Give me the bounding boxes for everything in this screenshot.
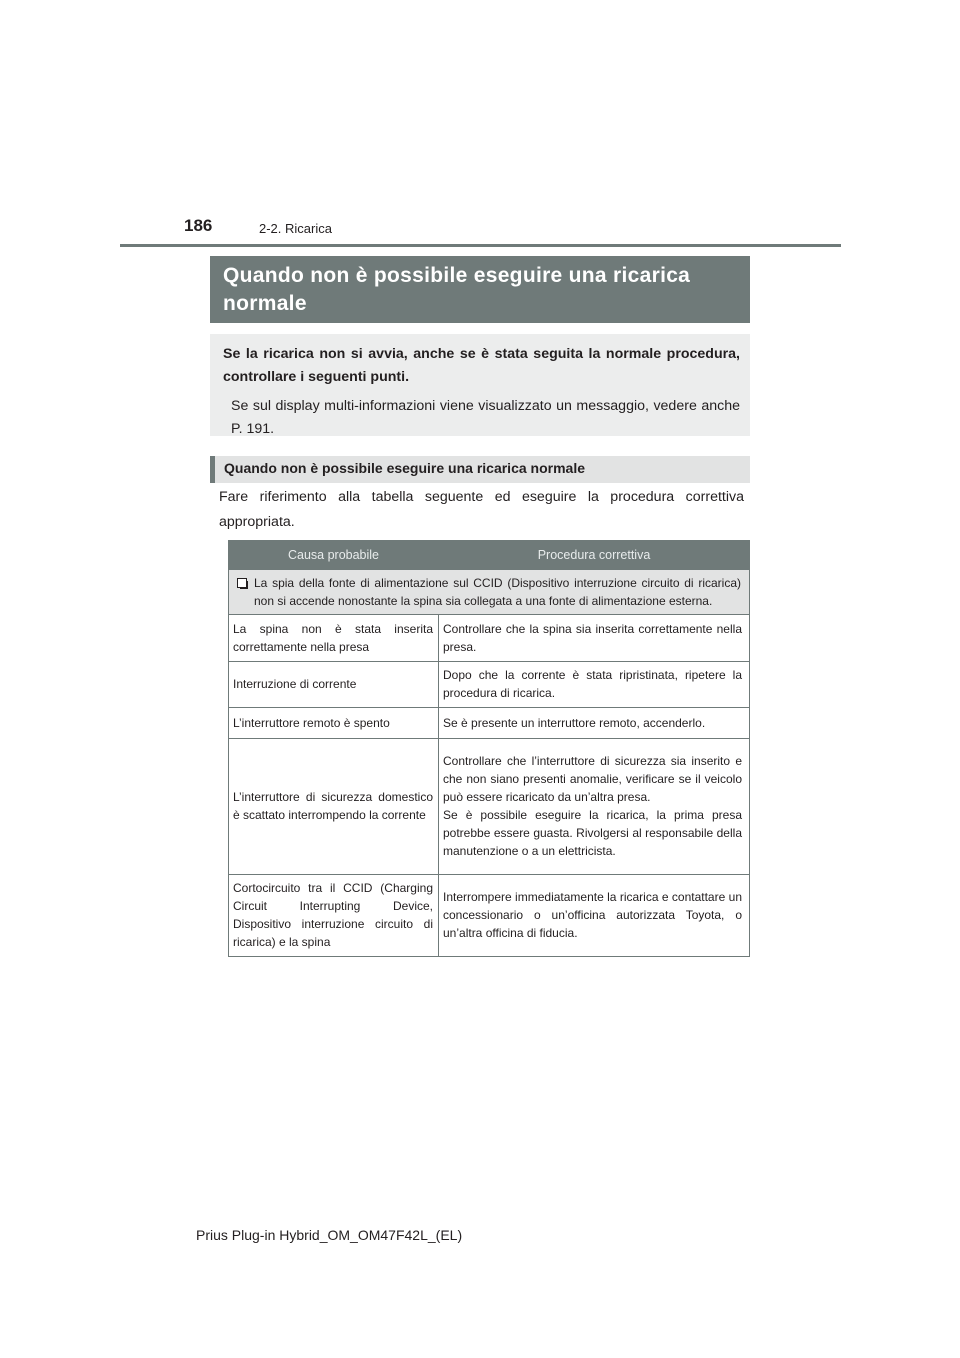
action-cell: Interrompere immediatamente la ricarica e contattare un concessionario o un’officina autorizzata Toyota, o un’altra officina di fiducia. <box>439 875 750 957</box>
action-cell: Dopo che la corrente è stata ripristinata, ripetere la procedura di ricarica. <box>439 662 750 708</box>
page-number: 186 <box>184 216 213 235</box>
troubleshooting-table <box>228 540 750 957</box>
sub-heading <box>210 456 750 483</box>
cause-cell: Interruzione di corrente <box>229 662 439 708</box>
condition-text: La spia della fonte di alimentazione sul CCID (Dispositivo interruzione circuito di ricarica) non si accende nonostante la spina sia collegata a una fonte di alimentazione esterna. <box>254 576 741 608</box>
table-row <box>229 708 750 739</box>
intro-note: Se sul display multi-informazioni viene visualizzato un messaggio, vedere anche P. 191. <box>231 398 740 437</box>
intro-box <box>210 334 750 436</box>
cause-cell: Cortocircuito tra il CCID (Charging Circuit Interrupting Device, Dispositivo interruzione circuito di ricarica) e la spina <box>229 875 439 957</box>
condition-cell <box>229 570 750 615</box>
table-row <box>229 615 750 662</box>
action-text-extra: Se è possibile eseguire la ricarica, la prima presa potrebbe essere guasta. Rivolgersi al responsabile della manutenzione o a un elettricista. <box>443 808 742 858</box>
checkbox-bullet-icon <box>237 578 247 588</box>
intro-lead: Se la ricarica non si avvia, anche se è stata seguita la normale procedura, controllare i seguenti punti. <box>223 346 740 385</box>
action-cell: Se è presente un interruttore remoto, accenderlo. <box>439 708 750 739</box>
section-label: 2-2. Ricarica <box>259 221 332 236</box>
page-title-band <box>210 256 750 323</box>
page-title: Quando non è possibile eseguire una ricarica normale <box>223 264 691 315</box>
header-divider <box>120 244 841 247</box>
action-cell: Controllare che la spina sia inserita correttamente nella presa. <box>439 615 750 662</box>
cause-cell: La spina non è stata inserita correttamente nella presa <box>229 615 439 662</box>
table-row <box>229 739 750 875</box>
table-row <box>229 662 750 708</box>
body-paragraph: Fare riferimento alla tabella seguente ed eseguire la procedura correttiva appropriata. <box>219 489 744 530</box>
header-cause: Causa probabile <box>229 541 439 570</box>
table-header-row <box>229 541 750 570</box>
footer-doc-id: Prius Plug-in Hybrid_OM_OM47F42L_(EL) <box>196 1227 463 1243</box>
condition-row <box>229 570 750 615</box>
cause-cell: L’interruttore remoto è spento <box>229 708 439 739</box>
action-cell <box>439 739 750 875</box>
sub-heading-text: Quando non è possibile eseguire una ricarica normale <box>224 460 585 476</box>
cause-cell: L’interruttore di sicurezza domestico è scattato interrompendo la corrente <box>229 739 439 875</box>
action-text: Controllare che l’interruttore di sicurezza sia inserito e che non siano presenti anomalie, verificare se il veicolo può essere ricaricato da un’altra presa. <box>443 754 742 804</box>
table-row <box>229 875 750 957</box>
header-action: Procedura correttiva <box>439 541 750 570</box>
